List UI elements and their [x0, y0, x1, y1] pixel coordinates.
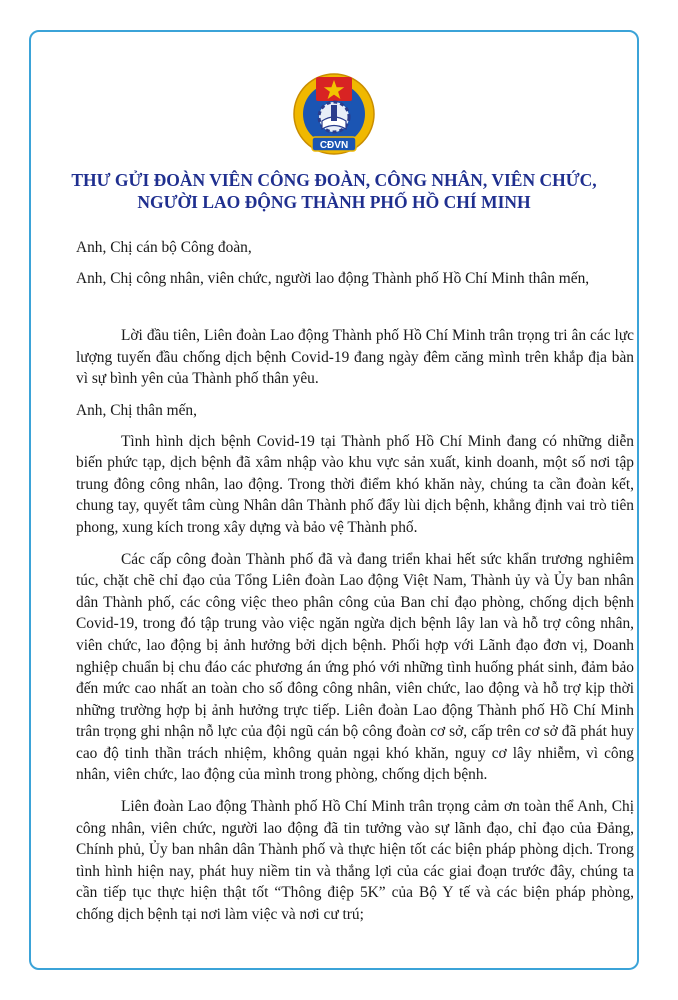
logo-text: CĐVN: [319, 140, 349, 151]
letter-title: [41, 169, 627, 213]
paragraph-2: Các cấp công đoàn Thành phố đã và đang triển khai hết sức khẩn trương nghiêm túc, chặt chẽ chỉ đạo của Tổng Liên đoàn Lao động Việt Nam, Thành ủy và Ủy ban nhân dân Thành phố, các công việc theo phân công của Ban chỉ đạo phòng, chống dịch bệnh Covid-19, trong đó tập trung vào việc ngăn ngừa dịch bệnh lây lan và hỗ trợ công nhân, viên chức, lao động bị ảnh hưởng bởi dịch bệnh. Phối hợp với Lãnh đạo đơn vị, Doanh nghiệp chuẩn bị chu đáo các phương án ứng phó với những tình huống phát sinh, đảm bảo đến mức cao nhất an toàn cho số đông công nhân, viên chức, lao động và hỗ trợ kịp thời những trường hợp bị ảnh hưởng trực tiếp. Liên đoàn Lao động Thành phố Hồ Chí Minh trân trọng ghi nhận nỗ lực của đội ngũ cán bộ công đoàn cơ sở, cấp trên cơ sở đã phát huy cao độ tinh thần trách nhiệm, không quản ngại khó khăn, nguy cơ lây nhiễm, vì công nhân, viên chức, lao động của mình trong phòng, chống dịch bệnh.: [76, 550, 634, 784]
pen-icon: [331, 105, 337, 121]
union-logo: [292, 69, 376, 161]
paragraph-3: Liên đoàn Lao động Thành phố Hồ Chí Minh trân trọng cảm ơn toàn thể Anh, Chị công nhân, viên chức, người lao động đã tin tưởng vào sự lãnh đạo, chỉ đạo của Đảng, Chính phủ, Ủy ban nhân dân Thành phố và thực hiện tốt các biện pháp phòng dịch. Trong tình hình hiện nay, phát huy niềm tin và thắng lợi của các giai đoạn trước đây, chúng ta cần tiếp tục thực hiện thật tốt “Thông điệp 5K” của Bộ Y tế và các biện pháp phòng, chống dịch bệnh tại nơi làm việc và nơi cư trú;: [76, 798, 634, 924]
salutation-line-1: Anh, Chị cán bộ Công đoàn,: [76, 239, 252, 256]
paragraph-1: Tình hình dịch bệnh Covid-19 tại Thành phố Hồ Chí Minh đang có những diễn biến phức tạp, dịch bệnh đã xâm nhập vào khu vực sản xuất, kinh doanh, một số nơi tập trung đông công nhân, lao động. Trong thời điểm khó khăn này, chúng ta cần đoàn kết, chung tay, quyết tâm cùng Nhân dân Thành phố đẩy lùi dịch bệnh, khẳng định vai trò tiên phong, xung kích trong xây dựng và bảo vệ Thành phố.: [76, 432, 634, 536]
paragraph-intro: Lời đầu tiên, Liên đoàn Lao động Thành phố Hồ Chí Minh trân trọng tri ân các lực lượng tuyến đầu chống dịch bệnh Covid-19 đang ngày đêm căng mình trên khắp địa bàn vì sự bình yên của Thành phố thân yêu.: [76, 327, 634, 388]
greeting-line: Anh, Chị thân mến,: [76, 401, 197, 419]
letter-body: [76, 237, 634, 936]
title-line-1: THƯ GỬI ĐOÀN VIÊN CÔNG ĐOÀN, CÔNG NHÂN, VIÊN CHỨC,: [71, 170, 597, 190]
letter-frame: [29, 30, 639, 970]
salutation-line-2: Anh, Chị công nhân, viên chức, người lao động Thành phố Hồ Chí Minh thân mến,: [76, 269, 590, 287]
title-line-2: NGƯỜI LAO ĐỘNG THÀNH PHỐ HỒ CHÍ MINH: [137, 192, 531, 212]
